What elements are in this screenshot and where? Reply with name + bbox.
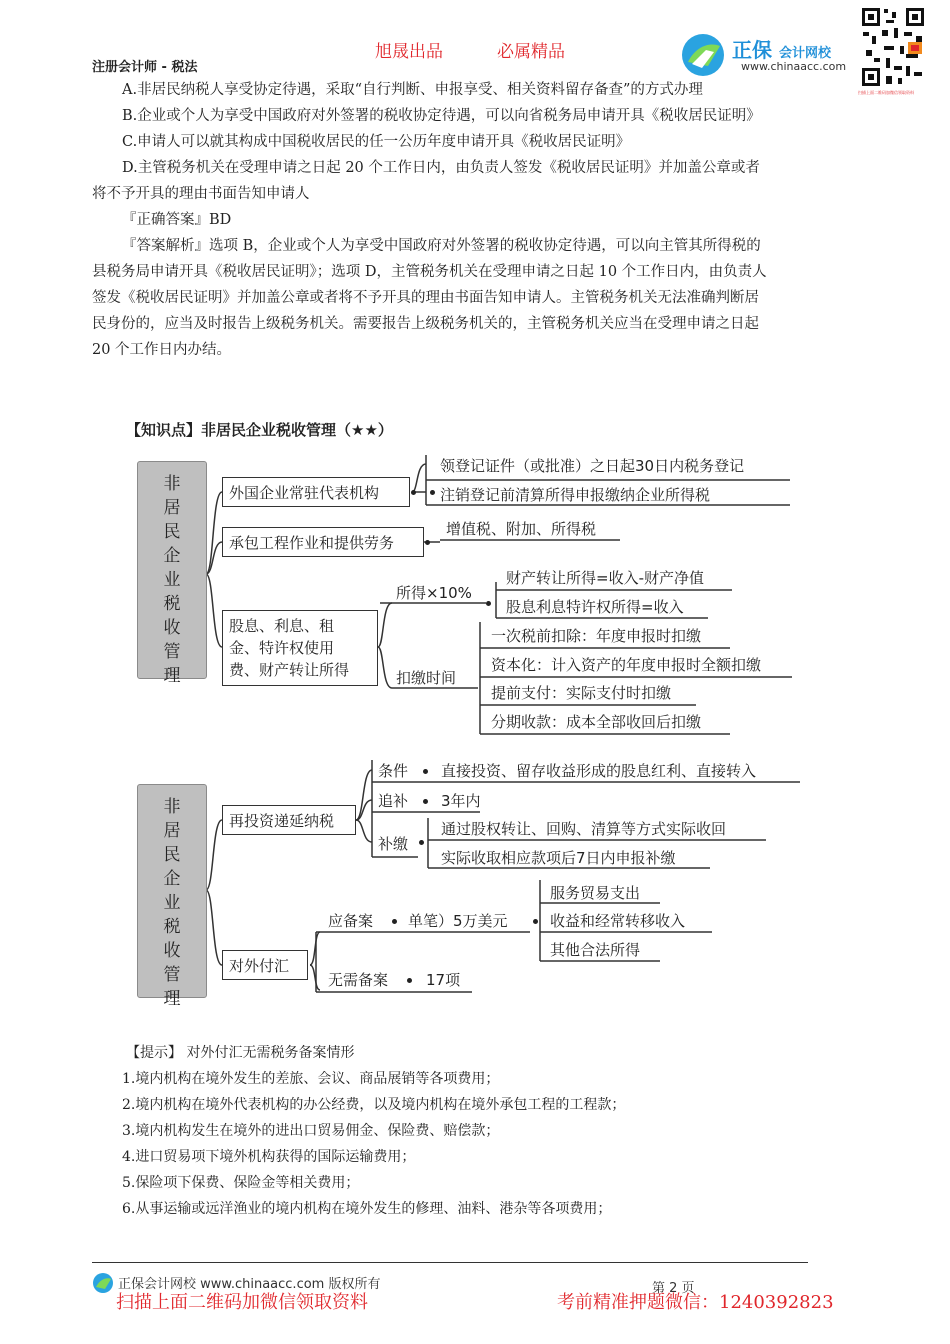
node-pay-1: 通过股权转让、回购、清算等方式实际收回 [441,820,727,838]
analysis-line-3: 签发《税收居民证明》并加盖公章或者将不予开具的理由书面告知申请人。主管税务机关无法准确判断居 [92,290,759,306]
tip-item: 1.境内机构在境外发生的差旅、会议、商品展销等各项费用； [122,1071,500,1087]
tip-item: 2.境内机构在境外代表机构的办公经费，以及境内机构在境外承包工程的工程款； [122,1097,626,1113]
node-cond-text: 直接投资、留存收益形成的股息红利、直接转入 [441,762,757,780]
node-rep-office: 外国企业常驻代表机构 [222,477,410,507]
node-rate-2: 股息利息特许权所得=收入 [506,598,684,616]
logo-name: 正保 [732,38,772,62]
node-rep-1: 领登记证件（或批准）之日起30日内税务登记 [440,457,745,475]
footer-logo-icon [92,1272,114,1294]
footer-promo-right: 考前精准押题微信：1240392823 [557,1292,834,1313]
node-need-label: 应备案 [328,912,374,930]
node-contract: 承包工程作业和提供劳务 [222,527,424,557]
tip-item: 3.境内机构发生在境外的进出口贸易佣金、保险费、赔偿款； [122,1123,500,1139]
node-rep-2: 注销登记前清算所得申报缴纳企业所得税 [440,486,711,504]
node-no-label: 无需备案 [328,971,389,989]
tip-item: 4.进口贸易项下境外机构获得的国际运输费用； [122,1149,416,1165]
node-need-cond: 单笔）5万美元 [408,912,508,930]
footer-page: 第 2 页 [652,1281,695,1296]
option-d-cont: 将不予开具的理由书面告知申请人 [92,186,310,202]
node-back-text: 3年内 [441,792,481,810]
analysis-line-5: 20 个工作日内办结。 [92,342,232,358]
bullet-dot [392,919,397,924]
footer-divider [92,1262,808,1263]
node-timing-1: 一次税前扣除：年度申报时扣缴 [491,627,702,645]
node-pay-label: 补缴 [378,835,409,853]
tip-item: 5.保险项下保费、保险金等相关费用； [122,1175,360,1191]
bullet-dot [423,769,428,774]
correct-answer: 『正确答案』BD [122,212,232,228]
knowledge-title: 【知识点】非居民企业税收管理（★★） [126,421,393,439]
node-back-label: 追补 [378,792,409,810]
footer-copyright: 正保会计网校 www.chinaacc.com 版权所有 [118,1277,381,1292]
node-need-1: 服务贸易支出 [550,884,641,902]
node-fx: 对外付汇 [222,950,308,980]
bullet-dot [533,919,538,924]
bullet-dot [407,978,412,983]
node-rate-1: 财产转让所得=收入-财产净值 [506,569,704,587]
analysis-line-1: 『答案解析』选项 B，企业或个人为享受中国政府对外签署的税收协定待遇，可以向主管其所得税的 [122,238,761,254]
node-timing-3: 提前支付：实际支付时扣缴 [491,684,672,702]
option-c: C.申请人可以就其构成中国税收居民的任一公历年度申请开具《税收居民证明》 [122,134,631,150]
node-contract-1: 增值税、附加、所得税 [446,520,597,538]
node-pay-2: 实际收取相应款项后7日内申报补缴 [441,849,676,867]
node-timing-2: 资本化：计入资产的年度申报时全额扣缴 [491,656,762,674]
node-need-3: 其他合法所得 [550,941,641,959]
mindmap-1-root: 非居民企业税收管理 [137,461,207,679]
mindmap-2-root: 非居民企业税收管理 [137,784,207,998]
document-header-title: 注册会计师 - 税法 [92,60,198,75]
option-b: B.企业或个人为享受中国政府对外签署的税收协定待遇，可以向省税务局申请开具《税收居民证明》 [122,108,761,124]
tip-item: 6.从事运输或远洋渔业的境内机构在境外发生的修理、油料、港杂等各项费用； [122,1201,612,1217]
logo-url: www.chinaacc.com [741,60,847,73]
node-timing-4: 分期收款：成本全部收回后扣缴 [491,713,702,731]
node-income: 股息、利息、租 金、特许权使用 费、财产转让所得 [222,610,378,686]
node-reinvest: 再投资递延纳税 [222,805,356,835]
slogan-1: 旭晟出品 [375,42,443,62]
option-a: A.非居民纳税人享受协定待遇，采取“自行判断、申报享受、相关资料留存备查”的方式办理 [122,82,703,98]
tips-list [122,1066,625,1222]
node-need-2: 收益和经常转移收入 [550,912,686,930]
slogan-2: 必属精品 [497,42,565,62]
bullet-dot [423,799,428,804]
qr-note: 扫描上面二维码加微信领取资料 [858,90,914,95]
node-no-text: 17项 [426,971,461,989]
node-timing: 扣缴时间 [396,669,457,687]
analysis-line-4: 民身份的，应当及时报告上级税务机关。需要报告上级税务机关的，主管税务机关应当在受理申请之日起 [92,316,759,332]
node-rate: 所得×10% [396,584,472,602]
logo-sub: 会计网校 [778,46,831,61]
bullet-dot [419,840,424,845]
analysis-line-2: 县税务局申请开具《税收居民证明》；选项 D，主管税务机关在受理申请之日起 10 个工作日内，由负责人 [92,264,767,280]
option-d: D.主管税务机关在受理申请之日起 20 个工作日内，由负责人签发《税收居民证明》并加盖公章或者 [122,160,760,176]
tips-title: 【提示】 对外付汇无需税务备案情形 [126,1045,355,1061]
footer-promo-left: 扫描上面二维码加微信领取资料 [116,1292,368,1313]
node-cond-label: 条件 [378,762,409,780]
